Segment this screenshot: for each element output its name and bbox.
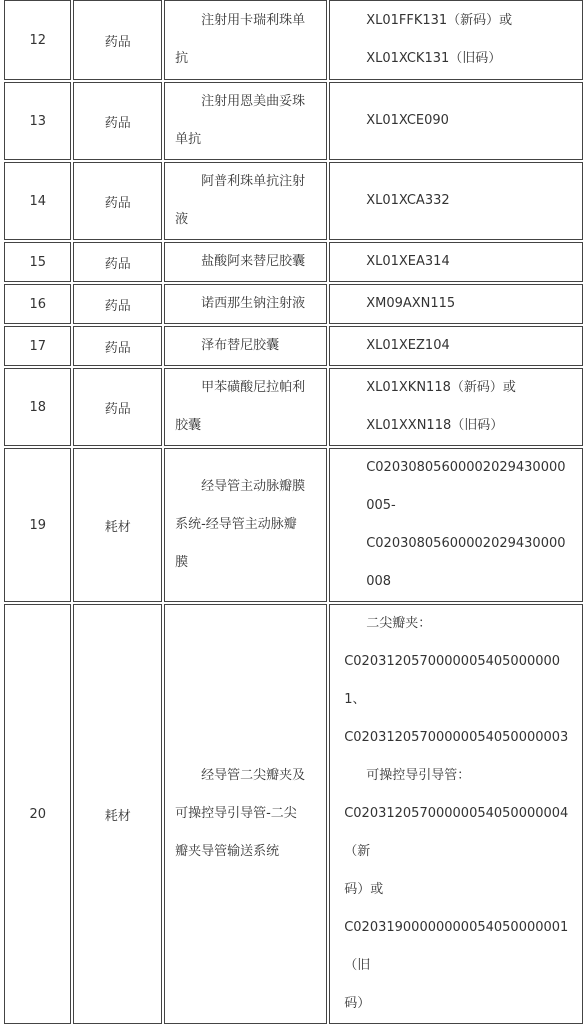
row-code bbox=[329, 326, 583, 366]
name-line: 甲苯磺酸尼拉帕利 bbox=[201, 380, 306, 395]
code-line: XL01XEA314 bbox=[366, 254, 450, 269]
name-line: 系统-经导管主动脉瓣 bbox=[175, 517, 297, 532]
name-line: 胶囊 bbox=[175, 418, 202, 433]
row-code bbox=[329, 242, 583, 282]
name-line: 单抗 bbox=[175, 132, 202, 147]
row-number: 19 bbox=[4, 448, 71, 602]
table-row bbox=[4, 448, 583, 602]
name-line: 经导管主动脉瓣膜 bbox=[201, 479, 306, 494]
row-number: 20 bbox=[4, 604, 71, 1024]
row-category: 药品 bbox=[73, 326, 162, 366]
code-line: XL01XCK131（旧码） bbox=[366, 51, 502, 66]
code-line: XL01XCE090 bbox=[366, 113, 449, 128]
table-row bbox=[4, 162, 583, 240]
code-line: 二尖瓣夹： bbox=[366, 616, 432, 631]
code-line: 码）或 bbox=[344, 882, 384, 897]
name-line: 阿普利珠单抗注射 bbox=[201, 174, 306, 189]
row-name bbox=[164, 448, 327, 602]
row-category: 药品 bbox=[73, 82, 162, 160]
table-row bbox=[4, 82, 583, 160]
row-category: 药品 bbox=[73, 368, 162, 446]
row-number: 12 bbox=[4, 0, 71, 80]
code-line: C02031205700000054050000001、 bbox=[344, 654, 561, 707]
row-category: 药品 bbox=[73, 162, 162, 240]
row-code bbox=[329, 0, 583, 80]
name-line: 可操控导引导管-二尖 bbox=[175, 806, 297, 821]
row-code bbox=[329, 162, 583, 240]
code-line: C02031205700000054050000004（新 bbox=[344, 806, 569, 859]
row-name bbox=[164, 284, 327, 324]
row-number: 14 bbox=[4, 162, 71, 240]
name-line: 瓣夹导管输送系统 bbox=[175, 844, 280, 859]
row-category: 耗材 bbox=[73, 604, 162, 1024]
row-name bbox=[164, 368, 327, 446]
code-line: XL01XKN118（新码）或 bbox=[366, 380, 516, 395]
item-table bbox=[2, 0, 585, 1026]
row-name bbox=[164, 326, 327, 366]
code-line: C02031205700000054050000003 bbox=[344, 730, 569, 745]
row-category: 耗材 bbox=[73, 448, 162, 602]
row-name bbox=[164, 162, 327, 240]
row-code bbox=[329, 448, 583, 602]
row-name bbox=[164, 0, 327, 80]
table-row bbox=[4, 242, 583, 282]
code-line: XM09AXN115 bbox=[366, 296, 456, 311]
row-number: 13 bbox=[4, 82, 71, 160]
row-code bbox=[329, 368, 583, 446]
row-number: 15 bbox=[4, 242, 71, 282]
row-category: 药品 bbox=[73, 242, 162, 282]
name-line: 液 bbox=[175, 212, 189, 227]
name-line: 盐酸阿来替尼胶囊 bbox=[201, 254, 306, 269]
table-row bbox=[4, 368, 583, 446]
name-line: 注射用卡瑞利珠单 bbox=[201, 13, 306, 28]
code-line: XL01FFK131（新码）或 bbox=[366, 13, 513, 28]
table-row bbox=[4, 604, 583, 1024]
table-row bbox=[4, 326, 583, 366]
code-line: XL01XXN118（旧码） bbox=[366, 418, 504, 433]
row-name bbox=[164, 242, 327, 282]
name-line: 泽布替尼胶囊 bbox=[201, 338, 280, 353]
row-code bbox=[329, 284, 583, 324]
row-number: 17 bbox=[4, 326, 71, 366]
row-name bbox=[164, 82, 327, 160]
code-line: 可操控导引导管： bbox=[366, 768, 471, 783]
code-line: XL01XCA332 bbox=[366, 193, 450, 208]
code-line: C02030805600002029430000005- bbox=[366, 460, 566, 513]
code-line: XL01XEZ104 bbox=[366, 338, 450, 353]
name-line: 诺西那生钠注射液 bbox=[201, 296, 306, 311]
row-category: 药品 bbox=[73, 0, 162, 80]
name-line: 抗 bbox=[175, 51, 189, 66]
row-code bbox=[329, 604, 583, 1024]
name-line: 膜 bbox=[175, 555, 189, 570]
table-row bbox=[4, 284, 583, 324]
code-line: 码） bbox=[344, 996, 371, 1011]
code-line: C02030805600002029430000008 bbox=[366, 536, 566, 589]
row-name bbox=[164, 604, 327, 1024]
name-line: 注射用恩美曲妥珠 bbox=[201, 94, 306, 109]
row-code bbox=[329, 82, 583, 160]
row-number: 16 bbox=[4, 284, 71, 324]
code-line: C02031900000000054050000001（旧 bbox=[344, 920, 569, 973]
table-row bbox=[4, 0, 583, 80]
name-line: 经导管二尖瓣夹及 bbox=[201, 768, 306, 783]
row-category: 药品 bbox=[73, 284, 162, 324]
row-number: 18 bbox=[4, 368, 71, 446]
